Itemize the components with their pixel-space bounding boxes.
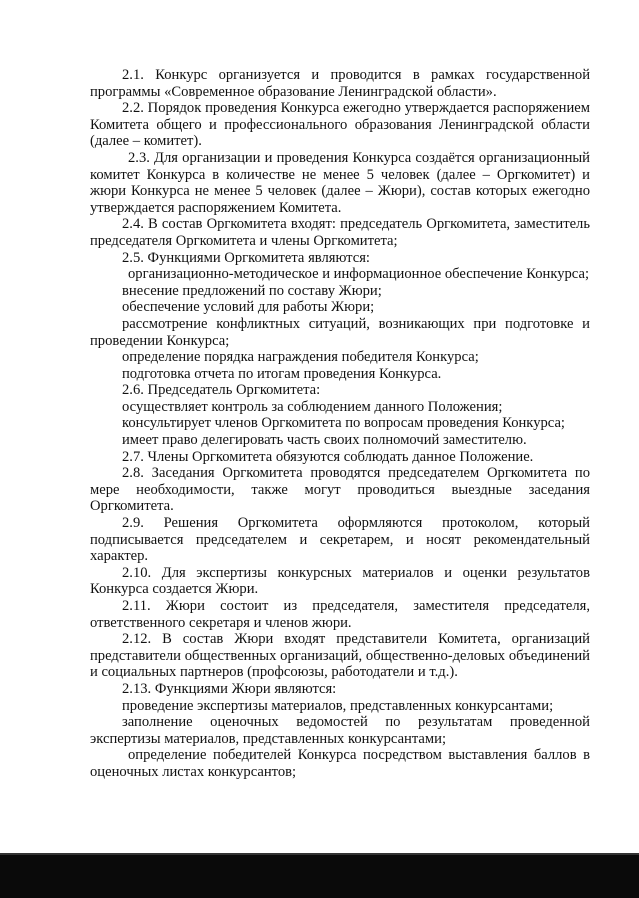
list-item-fill-sheets: заполнение оценочных ведомостей по результатам проведенной экспертизы материалов, представленных конкурсантами;	[90, 714, 590, 747]
list-item-determine-winners: определение победителей Конкурса посредством выставления баллов в оценочных листах конкурсантов;	[90, 747, 590, 780]
paragraph-2-2: 2.2. Порядок проведения Конкурса ежегодно утверждается распоряжением Комитета общего и профессионального образования Ленинградской области (далее – комитет).	[90, 100, 590, 150]
list-item-control: осуществляет контроль за соблюдением данного Положения;	[122, 398, 503, 415]
list-item-jury-conditions: обеспечение условий для работы Жюри;	[122, 299, 375, 316]
paragraph-2-3: 2.3. Для организации и проведения Конкурса создаётся организационный комитет Конкурса в количестве не менее 5 человек (далее – Оргкомитет) и жюри Конкурса не менее 5 человек (далее – Жюри), состав которых ежегодно утверждается распоряжением Комитета.	[90, 149, 590, 216]
paragraph-2-13: 2.13. Функциями Жюри являются:	[122, 680, 337, 697]
list-item-jury-proposals: внесение предложений по составу Жюри;	[122, 282, 382, 299]
paragraph-2-6: 2.6. Председатель Оргкомитета:	[122, 382, 321, 399]
list-item-org-methodical: организационно-методическое и информационное обеспечение Конкурса;	[128, 266, 589, 283]
paragraph-2-1: 2.1. Конкурс организуется и проводится в рамках государственной программы «Современное образование Ленинградской области».	[90, 67, 590, 100]
list-item-report: подготовка отчета по итогам проведения Конкурса.	[122, 365, 442, 382]
list-item-delegate: имеет право делегировать часть своих полномочий заместителю.	[122, 432, 527, 449]
paragraph-2-8: 2.8. Заседания Оргкомитета проводятся председателем Оргкомитета по мере необходимости, также могут проводиться выездные заседания Оргкомитета.	[90, 465, 590, 515]
scan-bottom-border	[0, 855, 639, 898]
paragraph-2-12: 2.12. В состав Жюри входят представители Комитета, организаций представители общественных организаций, общественно-деловых объединений и социальных партнеров (профсоюзы, работодатели и т.д.).	[90, 631, 590, 681]
list-item-conflicts: рассмотрение конфликтных ситуаций, возникающих при подготовке и проведении Конкурса;	[90, 315, 590, 349]
paragraph-2-4: 2.4. В состав Оргкомитета входят: председатель Оргкомитета, заместитель председателя Оргкомитета и члены Оргкомитета;	[90, 216, 590, 249]
list-item-award-order: определение порядка награждения победителя Конкурса;	[122, 349, 479, 366]
document-page	[90, 67, 590, 781]
list-item-consult: консультирует членов Оргкомитета по вопросам проведения Конкурса;	[122, 415, 565, 432]
paragraph-2-10: 2.10. Для экспертизы конкурсных материалов и оценки результатов Конкурса создается Жюри.	[90, 564, 590, 598]
paragraph-2-9: 2.9. Решения Оргкомитета оформляются протоколом, который подписывается председателем и секретарем, и носят рекомендательный характер.	[90, 515, 590, 565]
paragraph-2-11: 2.11. Жюри состоит из председателя, заместителя председателя, ответственного секретаря и членов жюри.	[90, 598, 590, 631]
list-item-expertise: проведение экспертизы материалов, представленных конкурсантами;	[122, 697, 554, 714]
paragraph-2-5: 2.5. Функциями Оргкомитета являются:	[122, 249, 370, 266]
paragraph-2-7: 2.7. Члены Оргкомитета обязуются соблюдать данное Положение.	[122, 448, 534, 465]
